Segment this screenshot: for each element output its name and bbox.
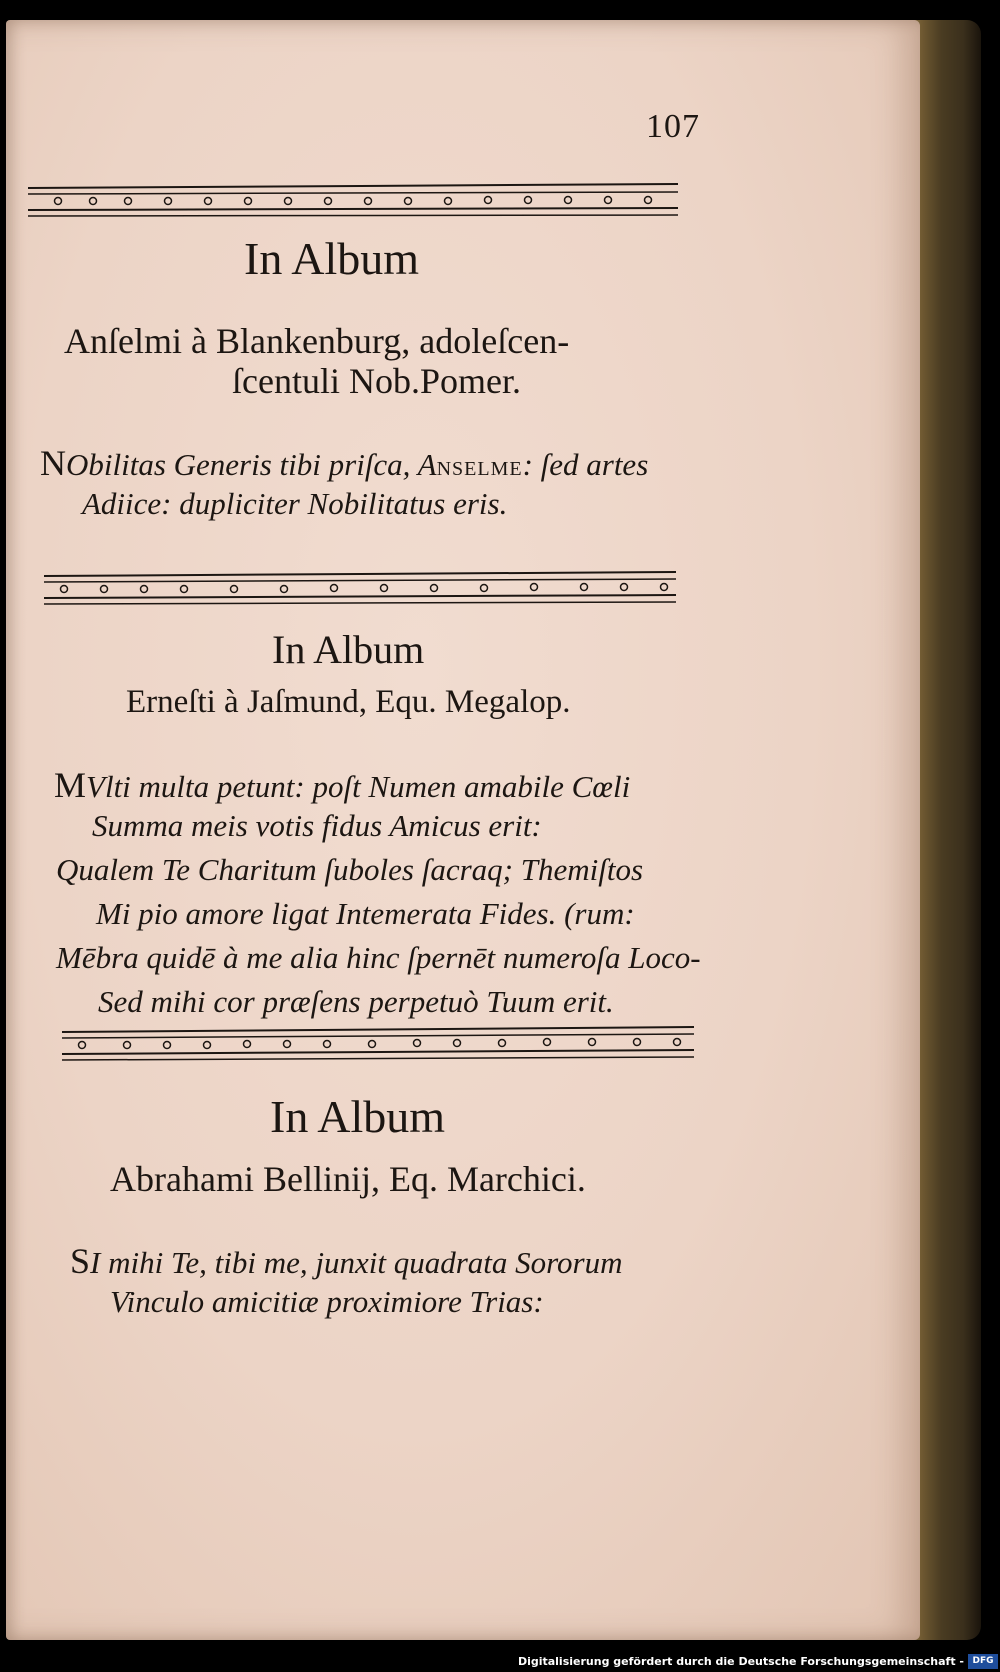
section-3-verse-line-2: Vinculo amicitiæ proximiore Trias:	[110, 1284, 544, 1319]
ornament-rule-1	[28, 180, 678, 208]
section-2-heading: In Album	[272, 627, 425, 672]
section-1-heading: In Album	[244, 233, 420, 284]
verse-text: Obilitas Generis tibi priſca, A	[66, 447, 437, 482]
section-2-verse-line-3: Qualem Te Charitum ſuboles ſacraq; Themiſtos	[56, 852, 644, 887]
verse-text: : ſed artes	[522, 447, 649, 482]
section-3-heading: In Album	[270, 1091, 446, 1142]
dropcap: M	[54, 765, 87, 805]
dropcap: S	[70, 1241, 91, 1281]
section-3-verse-line-1	[70, 1240, 623, 1282]
dfg-logo: DFG	[968, 1654, 998, 1669]
verse-smallcaps: nselme	[436, 451, 523, 482]
ornament-rule-2	[44, 568, 676, 596]
section-1-verse-line-2: Adiice: dupliciter Nobilitatus eris.	[82, 486, 508, 521]
page-number: 107	[646, 108, 700, 145]
section-2-verse-line-5: Mēbra quidē à me alia hinc ſpernēt numeroſa Loco-	[56, 940, 701, 975]
section-2-subheading-line-1: Erneſti à Jaſmund, Equ. Megalop.	[126, 684, 571, 720]
section-3-subheading-line-1: Abrahami Bellinij, Eq. Marchici.	[110, 1159, 586, 1199]
section-2-verse-line-1	[54, 764, 630, 806]
section-2-verse-line-4: Mi pio amore ligat Intemerata Fides. (rum:	[96, 896, 635, 931]
book-page	[6, 20, 920, 1640]
ornament-rule-3	[62, 1022, 694, 1050]
section-1-verse-line-1	[40, 442, 648, 484]
verse-text: Vlti multa petunt: poſt Numen amabile Cœli	[86, 769, 631, 804]
dropcap: N	[40, 443, 66, 483]
section-1-subheading-line-1: Anſelmi à Blankenburg, adoleſcen-	[64, 321, 570, 361]
digitization-credit: Digitalisierung gefördert durch die Deutsche Forschungsgemeinschaft -	[517, 1655, 964, 1668]
section-2-verse-line-2: Summa meis votis fidus Amicus erit:	[92, 808, 542, 843]
section-2-verse-line-6: Sed mihi cor præſens perpetuò Tuum erit.	[98, 984, 614, 1019]
section-1-subheading-line-2: ſcentuli Nob.Pomer.	[232, 361, 521, 401]
verse-text: I mihi Te, tibi me, junxit quadrata Sororum	[90, 1245, 623, 1280]
